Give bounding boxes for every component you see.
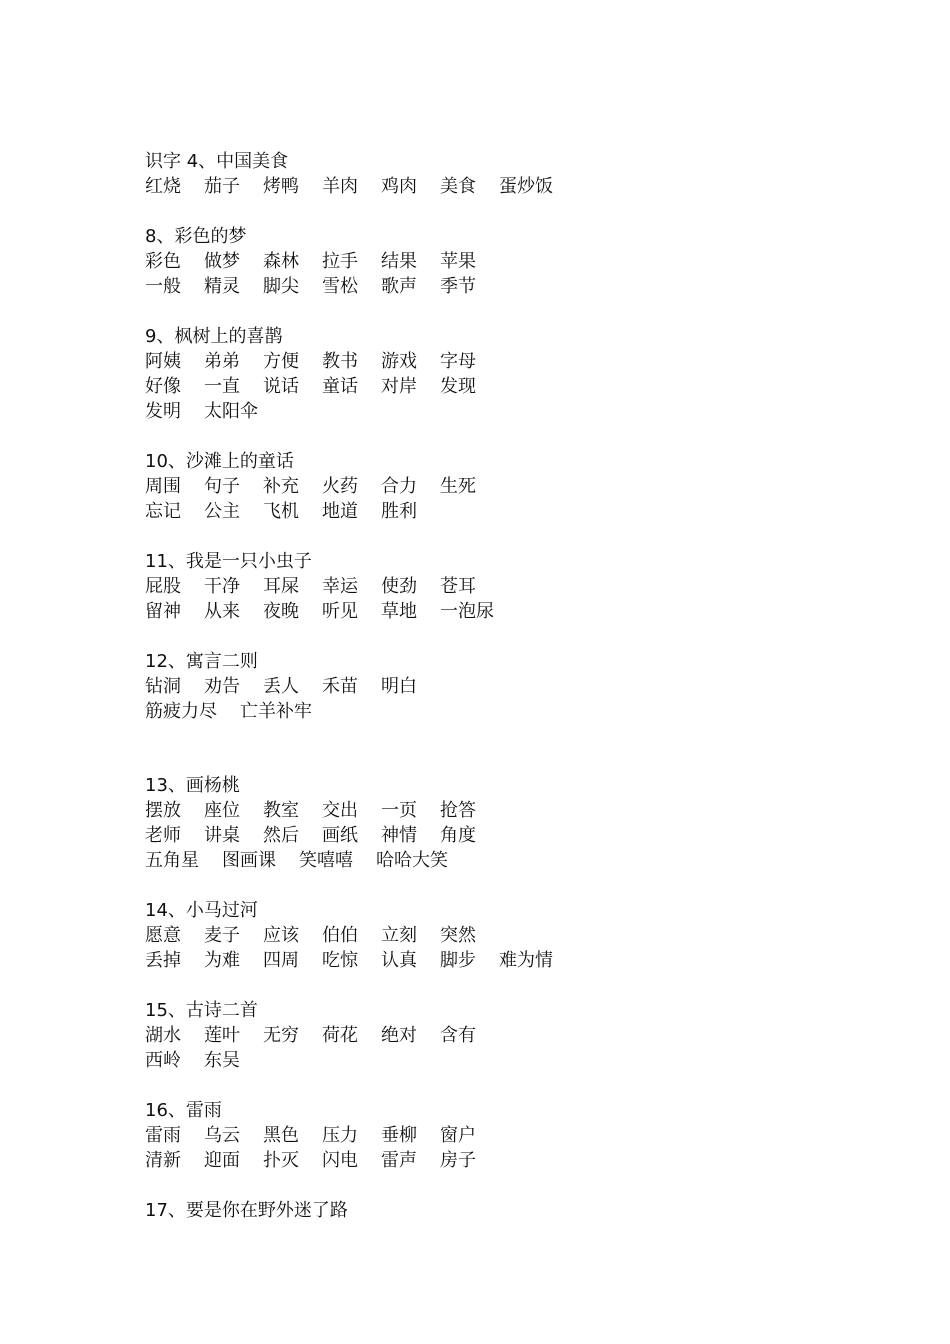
lesson-section [145, 898, 905, 973]
word-row [145, 798, 905, 823]
vocabulary-word: 禾苗 [322, 676, 358, 697]
vocabulary-word: 座位 [204, 800, 240, 821]
vocabulary-word: 精灵 [204, 276, 240, 297]
vocabulary-word: 拉手 [322, 251, 358, 272]
vocabulary-word: 湖水 [145, 1025, 181, 1046]
vocabulary-word: 合力 [381, 476, 417, 497]
word-row [145, 1023, 905, 1048]
vocabulary-word: 苍耳 [440, 576, 476, 597]
vocabulary-word: 无穷 [263, 1025, 299, 1046]
vocabulary-word: 压力 [322, 1125, 358, 1146]
word-row [145, 474, 905, 499]
word-row [145, 249, 905, 274]
vocabulary-word: 说话 [263, 376, 299, 397]
vocabulary-word: 房子 [440, 1150, 476, 1171]
vocabulary-word: 太阳伞 [204, 401, 258, 422]
lesson-section [145, 649, 905, 724]
vocabulary-word: 留神 [145, 601, 181, 622]
vocabulary-word: 季节 [440, 276, 476, 297]
vocabulary-word: 方便 [263, 351, 299, 372]
vocabulary-word: 教书 [322, 351, 358, 372]
vocabulary-word: 从来 [204, 601, 240, 622]
vocabulary-word: 图画课 [222, 850, 276, 871]
vocabulary-word: 听见 [322, 601, 358, 622]
vocabulary-word: 苹果 [440, 251, 476, 272]
vocabulary-word: 烤鸭 [263, 176, 299, 197]
vocabulary-word: 愿意 [145, 925, 181, 946]
word-row [145, 599, 905, 624]
lesson-title: 15、古诗二首 [145, 1000, 258, 1021]
vocabulary-word: 为难 [204, 950, 240, 971]
vocabulary-word: 笑嘻嘻 [299, 850, 353, 871]
vocabulary-word: 一般 [145, 276, 181, 297]
vocabulary-word: 荷花 [322, 1025, 358, 1046]
vocabulary-word: 干净 [204, 576, 240, 597]
vocabulary-word: 麦子 [204, 925, 240, 946]
vocabulary-word: 哈哈大笑 [376, 850, 448, 871]
lesson-title: 13、画杨桃 [145, 775, 240, 796]
vocabulary-word: 茄子 [204, 176, 240, 197]
vocabulary-word: 蛋炒饭 [499, 176, 553, 197]
vocabulary-word: 忘记 [145, 501, 181, 522]
vocabulary-word: 闪电 [322, 1150, 358, 1171]
vocabulary-word: 扑灭 [263, 1150, 299, 1171]
vocabulary-word: 地道 [322, 501, 358, 522]
lesson-title: 12、寓言二则 [145, 651, 258, 672]
vocabulary-word: 摆放 [145, 800, 181, 821]
vocabulary-word: 筋疲力尽 [145, 701, 217, 722]
vocabulary-word: 草地 [381, 601, 417, 622]
vocabulary-word: 童话 [322, 376, 358, 397]
word-row [145, 674, 905, 699]
vocabulary-word: 钻洞 [145, 676, 181, 697]
vocabulary-word: 亡羊补牢 [240, 701, 312, 722]
vocabulary-word: 脚尖 [263, 276, 299, 297]
vocabulary-word: 一页 [381, 800, 417, 821]
vocabulary-word: 周围 [145, 476, 181, 497]
vocabulary-word: 劝告 [204, 676, 240, 697]
word-row [145, 923, 905, 948]
vocabulary-word: 使劲 [381, 576, 417, 597]
vocabulary-word: 神情 [381, 825, 417, 846]
lesson-section [145, 449, 905, 524]
vocabulary-word: 一直 [204, 376, 240, 397]
vocabulary-word: 吃惊 [322, 950, 358, 971]
vocabulary-word: 弟弟 [204, 351, 240, 372]
vocabulary-word: 绝对 [381, 1025, 417, 1046]
vocabulary-word: 五角星 [145, 850, 199, 871]
vocabulary-word: 丢掉 [145, 950, 181, 971]
vocabulary-word: 歌声 [381, 276, 417, 297]
lesson-title: 9、枫树上的喜鹊 [145, 326, 283, 347]
vocabulary-word: 结果 [381, 251, 417, 272]
vocabulary-word: 突然 [440, 925, 476, 946]
vocabulary-word: 屁股 [145, 576, 181, 597]
vocabulary-word: 彩色 [145, 251, 181, 272]
vocabulary-word: 火药 [322, 476, 358, 497]
lesson-section [145, 1198, 905, 1223]
vocabulary-word: 难为情 [499, 950, 553, 971]
vocabulary-word: 羊肉 [322, 176, 358, 197]
vocabulary-word: 对岸 [381, 376, 417, 397]
vocabulary-word: 阿姨 [145, 351, 181, 372]
vocabulary-word: 补充 [263, 476, 299, 497]
word-row [145, 1123, 905, 1148]
vocabulary-word: 认真 [381, 950, 417, 971]
vocabulary-word: 乌云 [204, 1125, 240, 1146]
vocabulary-word: 做梦 [204, 251, 240, 272]
word-row [145, 948, 905, 973]
vocabulary-word: 角度 [440, 825, 476, 846]
vocabulary-word: 鸡肉 [381, 176, 417, 197]
vocabulary-word: 好像 [145, 376, 181, 397]
vocabulary-word: 老师 [145, 825, 181, 846]
lesson-title: 14、小马过河 [145, 900, 258, 921]
word-row [145, 499, 905, 524]
lesson-title: 16、雷雨 [145, 1100, 222, 1121]
vocabulary-word: 伯伯 [322, 925, 358, 946]
vocabulary-word: 游戏 [381, 351, 417, 372]
lesson-section [145, 998, 905, 1073]
word-row [145, 823, 905, 848]
vocabulary-word: 窗户 [440, 1125, 476, 1146]
vocabulary-word: 飞机 [263, 501, 299, 522]
vocabulary-word: 含有 [440, 1025, 476, 1046]
word-row [145, 1148, 905, 1173]
lesson-section [145, 773, 905, 873]
vocabulary-word: 幸运 [322, 576, 358, 597]
vocabulary-word: 雷雨 [145, 1125, 181, 1146]
vocabulary-word: 交出 [322, 800, 358, 821]
vocabulary-word: 应该 [263, 925, 299, 946]
vocabulary-word: 明白 [381, 676, 417, 697]
vocabulary-word: 森林 [263, 251, 299, 272]
lesson-title: 8、彩色的梦 [145, 226, 247, 247]
lesson-title: 10、沙滩上的童话 [145, 451, 294, 472]
vocabulary-word: 莲叶 [204, 1025, 240, 1046]
vocabulary-word: 迎面 [204, 1150, 240, 1171]
lesson-title: 11、我是一只小虫子 [145, 551, 312, 572]
word-row [145, 848, 905, 873]
word-row [145, 274, 905, 299]
vocabulary-word: 生死 [440, 476, 476, 497]
vocabulary-word: 发现 [440, 376, 476, 397]
lesson-section [145, 149, 905, 199]
vocabulary-word: 黑色 [263, 1125, 299, 1146]
vocabulary-word: 胜利 [381, 501, 417, 522]
vocabulary-word: 画纸 [322, 825, 358, 846]
vocabulary-word: 字母 [440, 351, 476, 372]
vocabulary-word: 公主 [204, 501, 240, 522]
vocabulary-word: 雪松 [322, 276, 358, 297]
vocabulary-word: 句子 [204, 476, 240, 497]
vocabulary-word: 夜晚 [263, 601, 299, 622]
vocabulary-word: 脚步 [440, 950, 476, 971]
vocabulary-word: 东吴 [204, 1050, 240, 1071]
vocabulary-word: 美食 [440, 176, 476, 197]
lesson-title: 17、要是你在野外迷了路 [145, 1200, 348, 1221]
vocabulary-word: 清新 [145, 1150, 181, 1171]
vocabulary-word: 教室 [263, 800, 299, 821]
word-row [145, 374, 905, 399]
vocabulary-word: 发明 [145, 401, 181, 422]
vocabulary-word: 垂柳 [381, 1125, 417, 1146]
vocabulary-word: 一泡尿 [440, 601, 494, 622]
word-row [145, 399, 905, 424]
vocabulary-word: 立刻 [381, 925, 417, 946]
lesson-section [145, 549, 905, 624]
vocabulary-word: 然后 [263, 825, 299, 846]
vocabulary-word: 雷声 [381, 1150, 417, 1171]
vocabulary-word: 抢答 [440, 800, 476, 821]
vocabulary-word: 耳屎 [263, 576, 299, 597]
lesson-section [145, 224, 905, 299]
vocabulary-word: 丢人 [263, 676, 299, 697]
vocabulary-word: 四周 [263, 950, 299, 971]
lesson-title: 识字 4、中国美食 [145, 151, 289, 172]
lesson-section [145, 1098, 905, 1173]
word-row [145, 174, 905, 199]
word-row [145, 699, 905, 724]
word-row [145, 574, 905, 599]
vocabulary-word: 红烧 [145, 176, 181, 197]
lesson-section [145, 324, 905, 424]
vocabulary-word: 讲桌 [204, 825, 240, 846]
vocabulary-word: 西岭 [145, 1050, 181, 1071]
word-row [145, 1048, 905, 1073]
vocabulary-list [145, 149, 905, 1248]
word-row [145, 349, 905, 374]
